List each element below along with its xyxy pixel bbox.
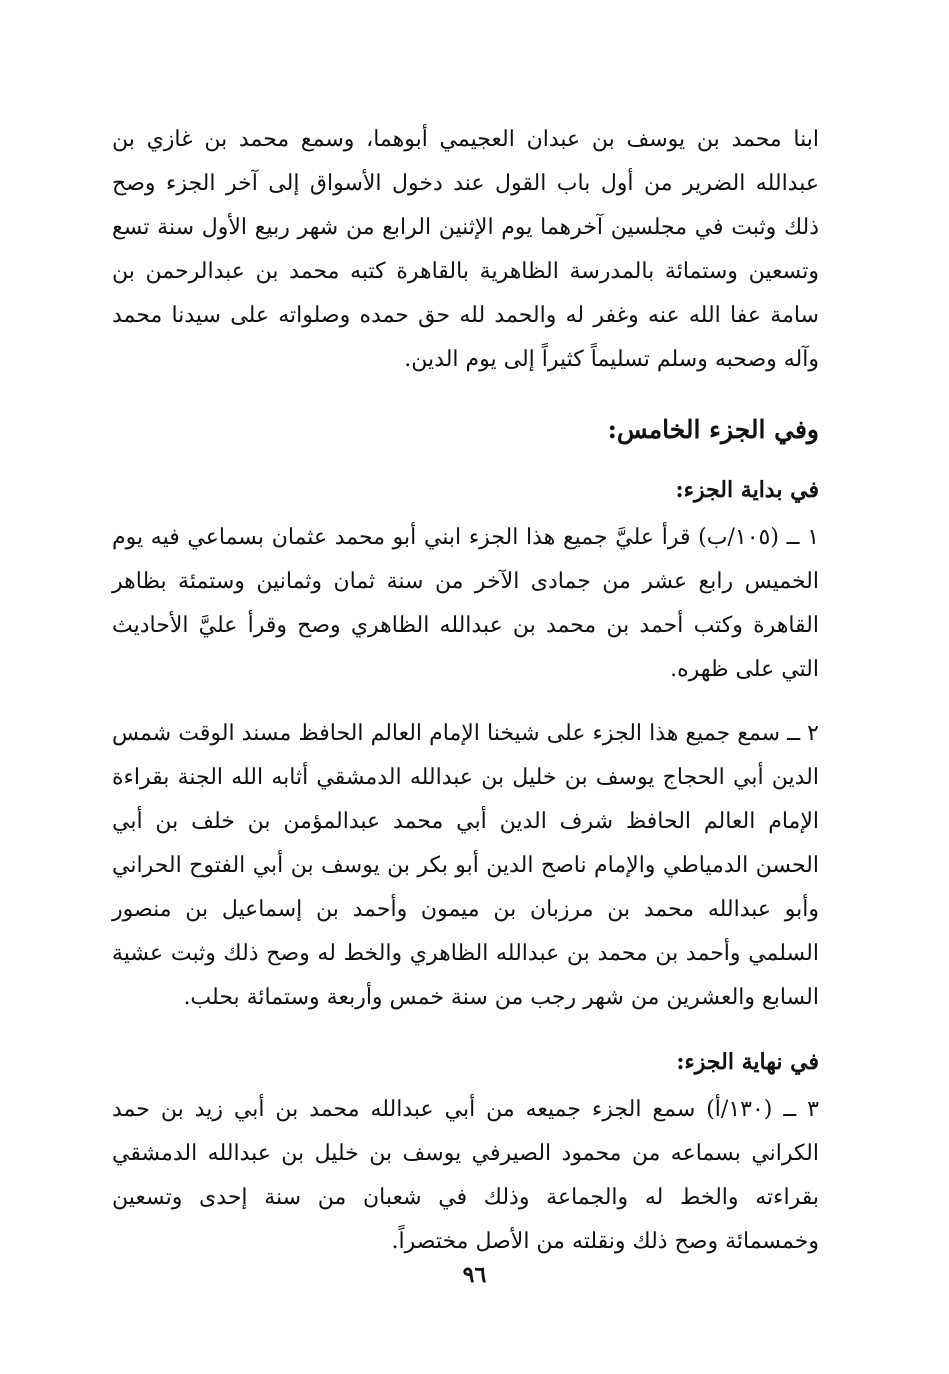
section-heading: وفي الجزء الخامس: <box>607 415 819 444</box>
end-subheading: في نهاية الجزء: <box>676 1049 819 1075</box>
entry-3: ٣ ــ (١٣٠/أ) سمع الجزء جميعه من أبي عبدالله محمد بن أبي زيد بن حمد الكراني بسماعه من محمود الصيرفي يوسف بن خليل بن عبدالله الدمشقي بقراءته والخط له والجماعة وذلك في شعبان من سنة إحدى وتسعين وخمسمائة وصح ذلك ونقلته من الأصل مختصراً. <box>112 1097 819 1254</box>
page-number: ٩٦ <box>462 1262 487 1288</box>
entry-1: ١ ــ (١٠٥/ب) قرأ عليَّ جميع هذا الجزء ابني أبو محمد عثمان بسماعي فيه يوم الخميس رابع عشر من جمادى الآخر من سنة ثمان وثمانين وستمئة بظاهر القاهرة وكتب أحمد بن محمد بن عبدالله الظاهري وصح وقرأ عليَّ الأحاديث التي على ظهره. <box>112 525 820 682</box>
page-body <box>112 118 819 1264</box>
opening-paragraph: ابنا محمد بن يوسف بن عبدان العجيمي أبوهما، وسمع محمد بن غازي بن عبدالله الضرير من أول باب القول عند دخول الأسواق إلى آخر الجزء وصح ذلك وثبت في مجلسين آخرهما يوم الإثنين الرابع من شهر ربيع الأول سنة تسع وتسعين وستمائة بالمدرسة الظاهرية بالقاهرة كتبه محمد بن عبدالرحمن بن سامة عفا الله عنه وغفر له والحمد لله حق حمده وصلواته على سيدنا محمد وآله وصحبه وسلم تسليماً كثيراً إلى يوم الدين. <box>112 127 819 372</box>
entry-2: ٢ ــ سمع جميع هذا الجزء على شيخنا الإمام العالم الحافظ مسند الوقت شمس الدين أبي الحجاج يوسف بن خليل بن عبدالله الدمشقي أثابه الله الجنة بقراءة الإمام العالم الحافظ شرف الدين أبي محمد عبدالمؤمن بن خلف بن أبي الحسن الدمياطي والإمام ناصح الدين أبو بكر بن يوسف بن أبي الفتوح الحراني وأبو عبدالله محمد بن مرزبان بن ميمون وأحمد بن إسماعيل بن منصور السلمي وأحمد بن محمد بن عبدالله الظاهري والخط له وصح ذلك وثبت عشية السابع والعشرين من شهر رجب من سنة خمس وأربعة وستمائة بحلب. <box>112 721 819 1010</box>
beginning-subheading: في بداية الجزء: <box>675 477 819 503</box>
